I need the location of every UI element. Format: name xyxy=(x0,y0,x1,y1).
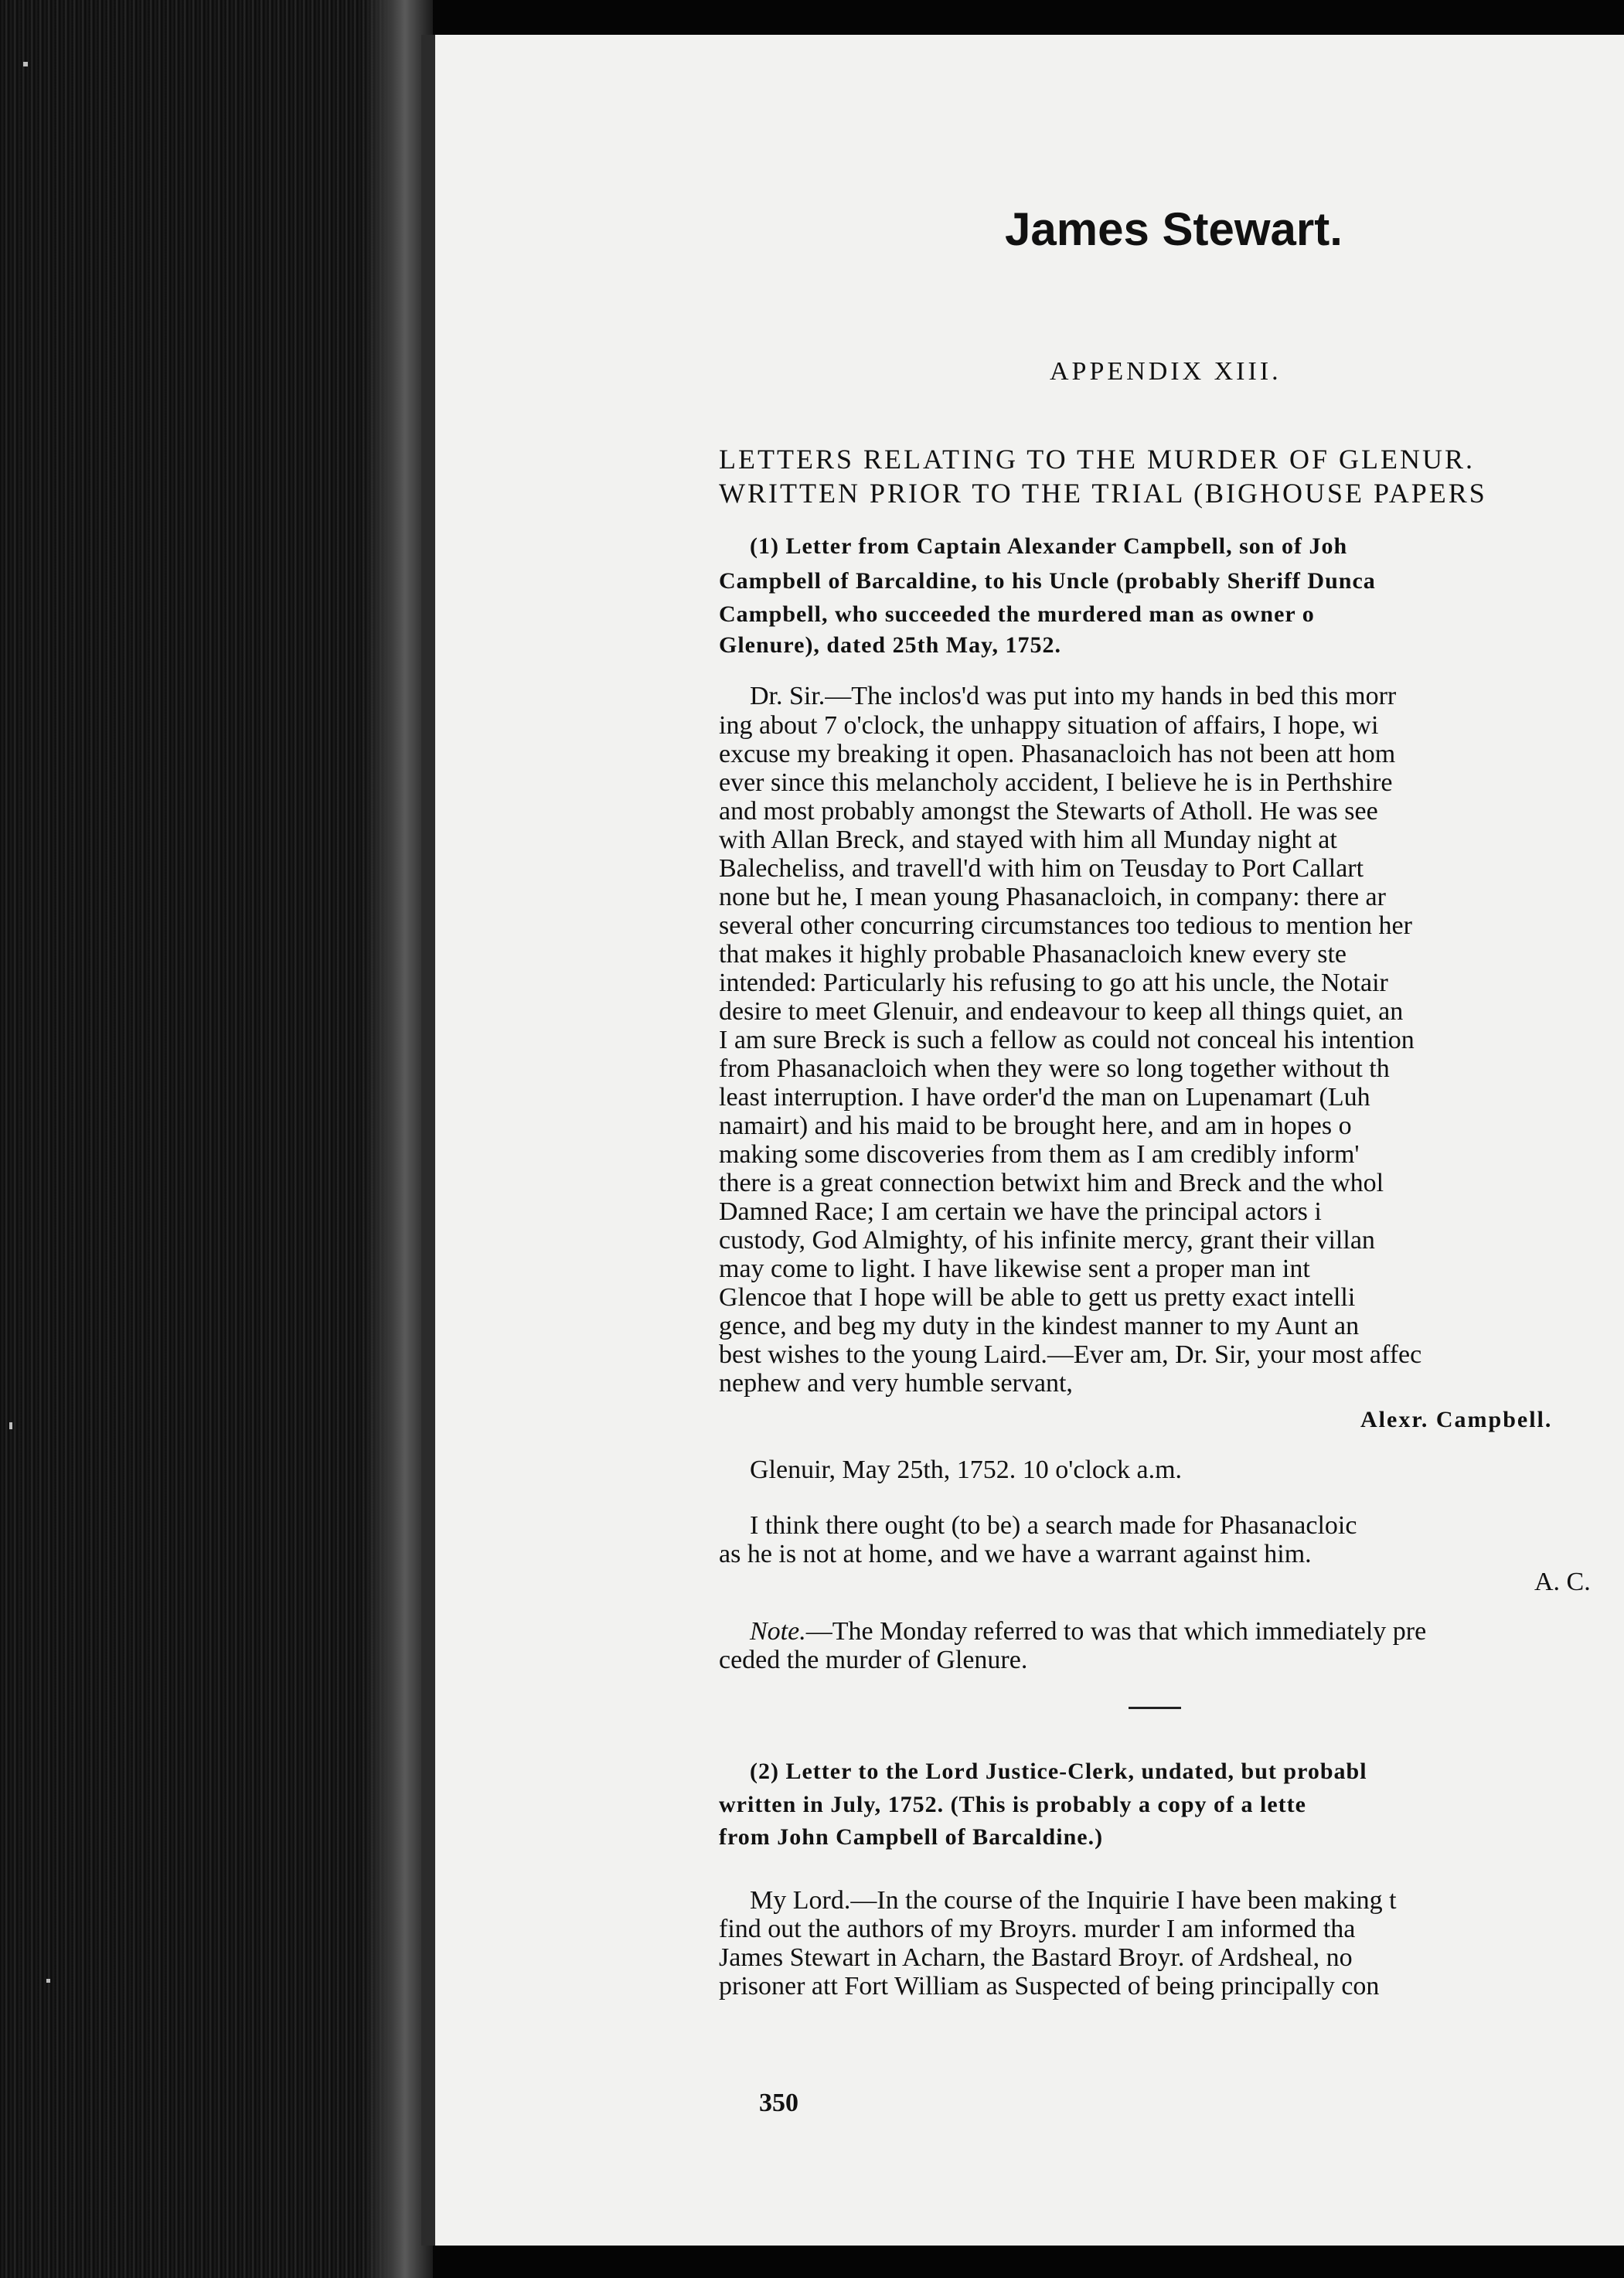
note-line: ceded the murder of Glenure. xyxy=(719,1646,1028,1674)
letter1-postscript-line: I think there ought (to be) a search made for Phasanacloic xyxy=(750,1511,1357,1540)
page-title: James Stewart. xyxy=(1005,203,1343,255)
letter1-body-line: gence, and beg my duty in the kindest manner to my Aunt an xyxy=(719,1312,1360,1340)
scan-speck xyxy=(9,1422,12,1429)
letter1-body-line: Damned Race; I am certain we have the principal actors i xyxy=(719,1197,1322,1226)
letter1-dateline: Glenuir, May 25th, 1752. 10 o'clock a.m. xyxy=(750,1456,1183,1484)
letter1-signature: Alexr. Campbell. xyxy=(1360,1407,1553,1432)
letter1-caption-line: Campbell, who succeeded the murdered man as owner o xyxy=(719,601,1315,627)
letter1-body-line: desire to meet Glenuir, and endeavour to keep all things quiet, an xyxy=(719,997,1404,1026)
letter1-body-line: ever since this melancholy accident, I believe he is in Perthshire xyxy=(719,768,1393,797)
letter1-body-line: I am sure Breck is such a fellow as could not conceal his intention xyxy=(719,1026,1415,1054)
scan-speck xyxy=(46,1979,50,1983)
letter2-body-line: James Stewart in Acharn, the Bastard Broyr. of Ardsheal, no xyxy=(719,1943,1353,1972)
letter1-initials: A. C. xyxy=(1534,1568,1591,1596)
letter1-postscript-line: as he is not at home, and we have a warrant against him. xyxy=(719,1540,1312,1568)
letter1-body-line: and most probably amongst the Stewarts of Atholl. He was see xyxy=(719,797,1378,826)
letter1-caption-line: (1) Letter from Captain Alexander Campbell, son of Joh xyxy=(750,533,1348,559)
letter1-caption-line: Glenure), dated 25th May, 1752. xyxy=(719,632,1061,658)
letter2-caption-line: (2) Letter to the Lord Justice-Clerk, undated, but probabl xyxy=(750,1759,1367,1784)
letter2-caption-line: written in July, 1752. (This is probably a copy of a lette xyxy=(719,1792,1306,1817)
note-line xyxy=(750,1617,1426,1646)
letter1-body-line: custody, God Almighty, of his infinite mercy, grant their villan xyxy=(719,1226,1375,1255)
letter2-caption-line: from John Campbell of Barcaldine.) xyxy=(719,1824,1104,1850)
letter2-body-line: My Lord.—In the course of the Inquirie I have been making t xyxy=(750,1886,1397,1915)
letter1-body-line: intended: Particularly his refusing to go att his uncle, the Notair xyxy=(719,969,1388,997)
letter1-body-line: nephew and very humble servant, xyxy=(719,1369,1073,1398)
letter1-body-line: none but he, I mean young Phasanacloich, in company: there ar xyxy=(719,883,1386,911)
letter1-body-line: Balecheliss, and travell'd with him on Teusday to Port Callart xyxy=(719,854,1364,883)
letter1-body-line: may come to light. I have likewise sent a proper man int xyxy=(719,1255,1310,1283)
letter1-body-line: Dr. Sir.—The inclos'd was put into my hands in bed this morr xyxy=(750,682,1397,710)
letter1-body-line: excuse my breaking it open. Phasanacloich has not been att hom xyxy=(719,740,1396,768)
letter1-body-line: Glencoe that I hope will be able to gett us pretty exact intelli xyxy=(719,1283,1356,1312)
section-heading-line: WRITTEN PRIOR TO THE TRIAL (BIGHOUSE PAPERS xyxy=(719,478,1487,509)
appendix-heading: APPENDIX XIII. xyxy=(1050,357,1282,386)
note-text: —The Monday referred to was that which immediately pre xyxy=(805,1617,1427,1646)
letter1-caption-line: Campbell of Barcaldine, to his Uncle (probably Sheriff Dunca xyxy=(719,568,1376,594)
letter1-body-line: namairt) and his maid to be brought here, and am in hopes o xyxy=(719,1112,1352,1140)
letter1-body-line: from Phasanacloich when they were so long together without th xyxy=(719,1054,1390,1083)
note-label: Note. xyxy=(750,1617,806,1646)
letter1-body-line: least interruption. I have order'd the man on Lupenamart (Luh xyxy=(719,1083,1370,1112)
letter2-body-line: find out the authors of my Broyrs. murder I am informed tha xyxy=(719,1915,1356,1943)
letter1-body-line: several other concurring circumstances too tedious to mention her xyxy=(719,911,1412,940)
section-heading-line: LETTERS RELATING TO THE MURDER OF GLENUR. xyxy=(719,444,1475,475)
section-divider xyxy=(1129,1707,1181,1709)
letter1-body-line: that makes it highly probable Phasanacloich knew every ste xyxy=(719,940,1347,969)
page-text xyxy=(719,0,1624,2278)
page-number: 350 xyxy=(759,2089,798,2117)
letter1-body-line: ing about 7 o'clock, the unhappy situation of affairs, I hope, wi xyxy=(719,711,1379,740)
letter2-body-line: prisoner att Fort William as Suspected of being principally con xyxy=(719,1972,1380,2000)
letter1-body-line: making some discoveries from them as I am credibly inform' xyxy=(719,1140,1360,1169)
letter1-body-line: there is a great connection betwixt him and Breck and the whol xyxy=(719,1169,1384,1197)
letter1-body-line: with Allan Breck, and stayed with him all Munday night at xyxy=(719,826,1337,854)
letter1-body-line: best wishes to the young Laird.—Ever am, Dr. Sir, your most affec xyxy=(719,1340,1422,1369)
scan-speck xyxy=(23,62,28,66)
